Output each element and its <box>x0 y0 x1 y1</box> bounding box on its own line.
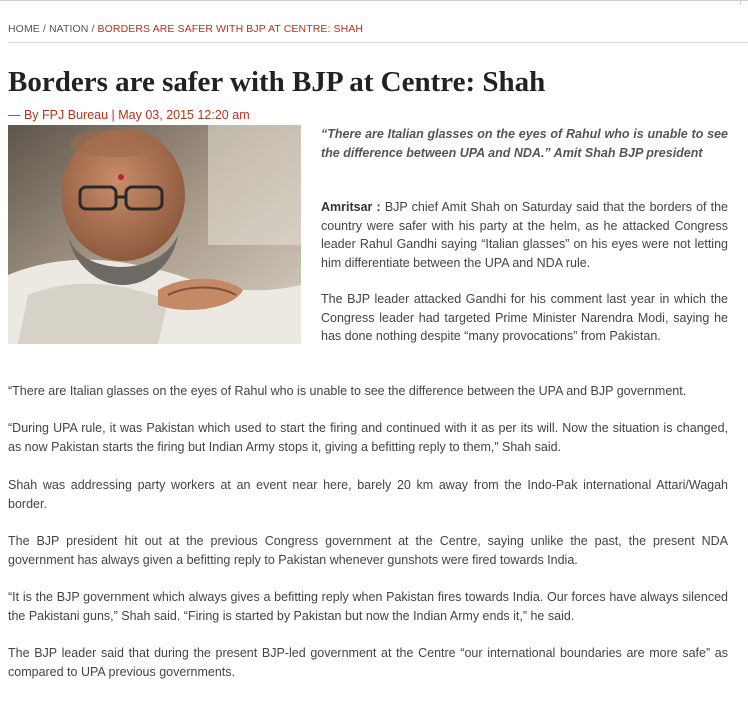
top-border-tick <box>740 0 741 5</box>
breadcrumb-divider <box>8 42 748 43</box>
breadcrumb <box>8 23 363 35</box>
article-paragraph: “It is the BJP government which always gives a befitting reply when Pakistan fires towards India. Our forces have always silenced the Pakistani guns,” Shah said. “Firing is started by Pakistan but now the Indian Army ends it,” he said. <box>8 590 728 623</box>
breadcrumb-home-link[interactable]: HOME <box>8 23 40 35</box>
breadcrumb-current-page: BORDERS ARE SAFER WITH BJP AT CENTRE: SHAH <box>97 23 364 35</box>
dateline: Amritsar : <box>321 200 381 214</box>
paragraph-text: BJP chief Amit Shah on Saturday said that the borders of the country were safer with his party at the helm, as he attacked Congress leader Rahul Gandhi saying “Italian glasses” on his eyes were not letting him differentiate between the UPA and NDA rule. <box>321 200 729 270</box>
portrait-illustration <box>8 125 301 344</box>
article-title: Borders are safer with BJP at Centre: Shah <box>8 66 546 98</box>
article-paragraph: Shah was addressing party workers at an event near here, barely 20 km away from the Indo-Pak international Attari/Wagah border. <box>8 478 728 511</box>
article-paragraph: The BJP leader attacked Gandhi for his comment last year in which the Congress leader had targeted Prime Minister Narendra Modi, saying he has done nothing despite “many provocations” from Pakistan. <box>321 292 728 343</box>
article-paragraph: The BJP leader said that during the present BJP-led government at the Centre “our international boundaries are more safe” as compared to UPA previous governments. <box>8 646 728 679</box>
author-link[interactable]: FPJ Bureau <box>42 108 109 122</box>
pull-quote: “There are Italian glasses on the eyes of Rahul who is unable to see the difference between UPA and NDA.” Amit Shah BJP president <box>321 127 728 160</box>
article-paragraph: “There are Italian glasses on the eyes of Rahul who is unable to see the difference between the UPA and BJP government. <box>8 384 687 398</box>
article-paragraph <box>321 198 728 272</box>
article-photo <box>8 125 301 344</box>
byline-separator: | <box>108 108 119 122</box>
breadcrumb-nation-link[interactable]: NATION <box>48 23 89 35</box>
article-paragraph: “During UPA rule, it was Pakistan which used to start the firing and continued with it as per its will. Now the situation is changed, as now Pakistan starts the firing but Indian Army stops it, giving a befitting reply to them,” Shah said. <box>8 421 728 454</box>
breadcrumb-separator: / <box>39 23 49 35</box>
byline-prefix: — By <box>8 108 43 122</box>
breadcrumb-separator: / <box>88 23 98 35</box>
article-byline <box>8 108 250 122</box>
top-border <box>0 0 748 4</box>
article-paragraph: The BJP president hit out at the previous Congress government at the Centre, saying unlike the past, the present NDA government has always given a befitting reply to Pakistan whenever gunshots were fired towards India. <box>8 534 728 567</box>
publish-date: May 03, 2015 12:20 am <box>118 108 250 122</box>
